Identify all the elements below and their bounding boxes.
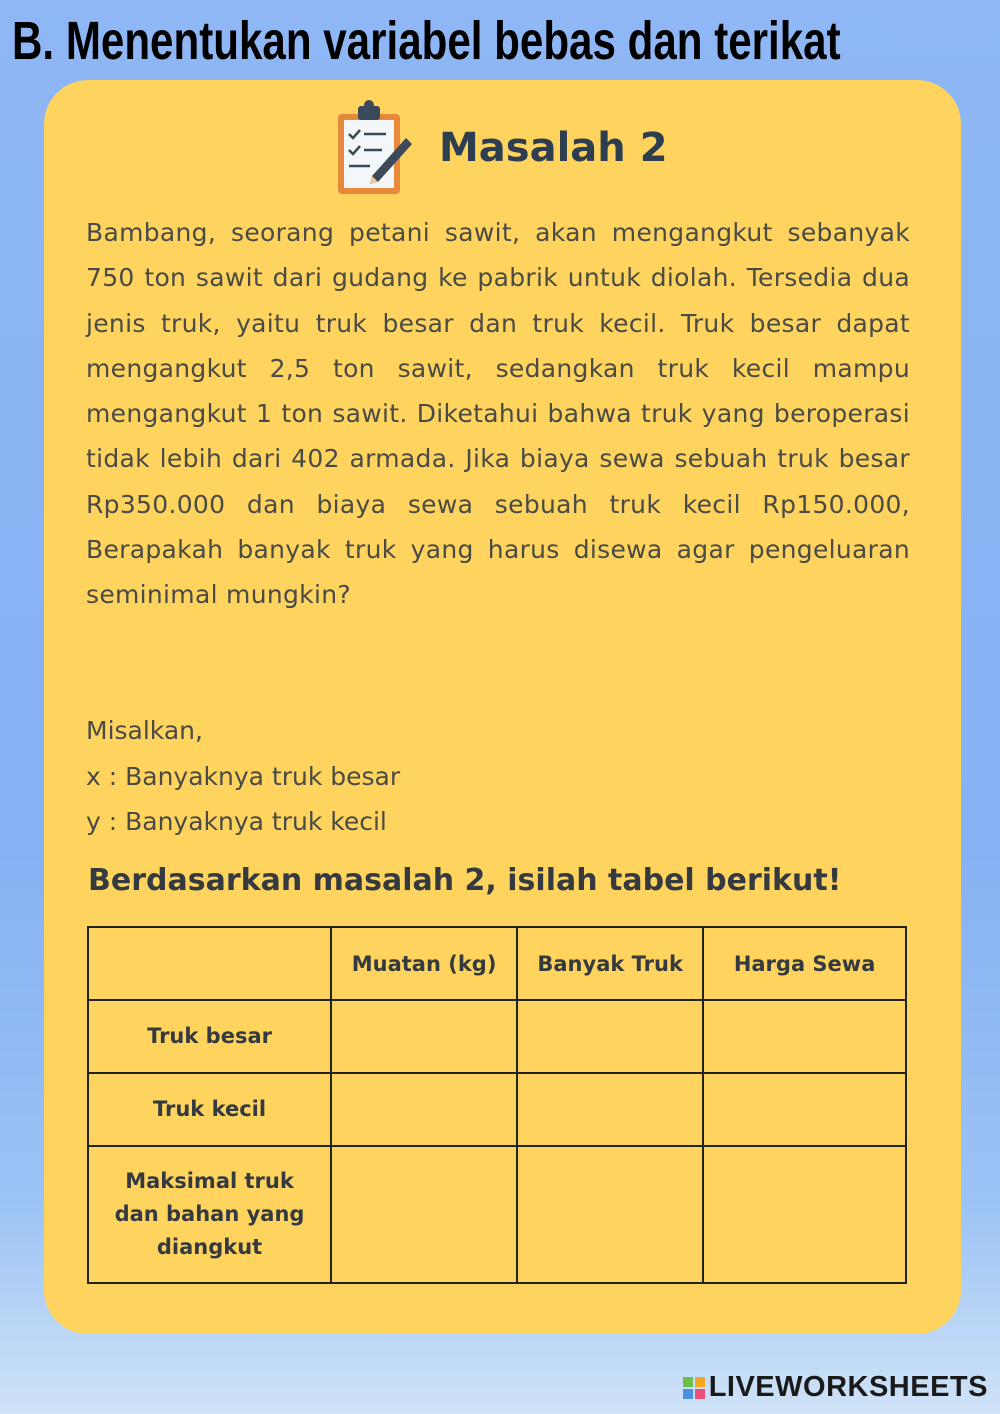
table-row	[88, 1073, 906, 1146]
problem-story: Bambang, seorang petani sawit, akan mengangkut sebanyak 750 ton sawit dari gudang ke pabrik untuk diolah. Tersedia dua jenis truk, yaitu truk besar dan truk kecil. Truk besar dapat mengangkut 2,5 ton sawit, sedangkan truk kecil mampu mengangkut 1 ton sawit. Diketahui bahwa truk yang beroperasi tidak lebih dari 402 armada. Jika biaya sewa sebuah truk besar Rp350.000 dan biaya sewa sebuah truk kecil Rp150.000, Berapakah banyak truk yang harus disewa agar pengeluaran seminimal mungkin?	[86, 218, 910, 610]
answer-cell-maksimal-muatan[interactable]	[331, 1146, 517, 1283]
answer-cell-truk-kecil-banyak[interactable]	[517, 1073, 703, 1146]
answer-cell-truk-besar-banyak[interactable]	[517, 1000, 703, 1073]
answer-cell-truk-kecil-harga[interactable]	[703, 1073, 906, 1146]
answer-cell-truk-besar-muatan[interactable]	[331, 1000, 517, 1073]
problem-heading: Masalah 2	[439, 125, 668, 171]
table-instruction: Berdasarkan masalah 2, isilah tabel berikut!	[88, 863, 842, 898]
table-header-empty	[88, 927, 331, 1000]
table-header-banyak-truk: Banyak Truk	[517, 927, 703, 1000]
clipboard-checklist-icon	[334, 98, 414, 198]
table-header-row	[88, 927, 906, 1000]
card-header	[334, 98, 668, 198]
variable-y: y : Banyaknya truk kecil	[86, 807, 387, 836]
variables-intro: Misalkan,	[86, 716, 203, 745]
table-row	[88, 1146, 906, 1283]
table-header-muatan: Muatan (kg)	[331, 927, 517, 1000]
liveworksheets-brand	[683, 1371, 988, 1404]
row-label-truk-kecil: Truk kecil	[88, 1073, 331, 1146]
variable-definitions	[86, 708, 910, 845]
answer-cell-truk-kecil-muatan[interactable]	[331, 1073, 517, 1146]
answer-cell-maksimal-banyak[interactable]	[517, 1146, 703, 1283]
table-header-harga-sewa: Harga Sewa	[703, 927, 906, 1000]
answer-cell-maksimal-harga[interactable]	[703, 1146, 906, 1283]
row-label-truk-besar: Truk besar	[88, 1000, 331, 1073]
table-row	[88, 1000, 906, 1073]
answer-cell-truk-besar-harga[interactable]	[703, 1000, 906, 1073]
brand-text: LIVEWORKSHEETS	[708, 1371, 988, 1403]
row-label-maksimal: Maksimal truk dan bahan yang diangkut	[88, 1146, 331, 1283]
page-title: B. Menentukan variabel bebas dan terikat	[12, 11, 841, 71]
problem-card	[44, 80, 961, 1334]
variable-x: x : Banyaknya truk besar	[86, 761, 401, 791]
liveworksheets-logo-icon	[683, 1377, 705, 1399]
answer-table	[87, 926, 907, 1284]
